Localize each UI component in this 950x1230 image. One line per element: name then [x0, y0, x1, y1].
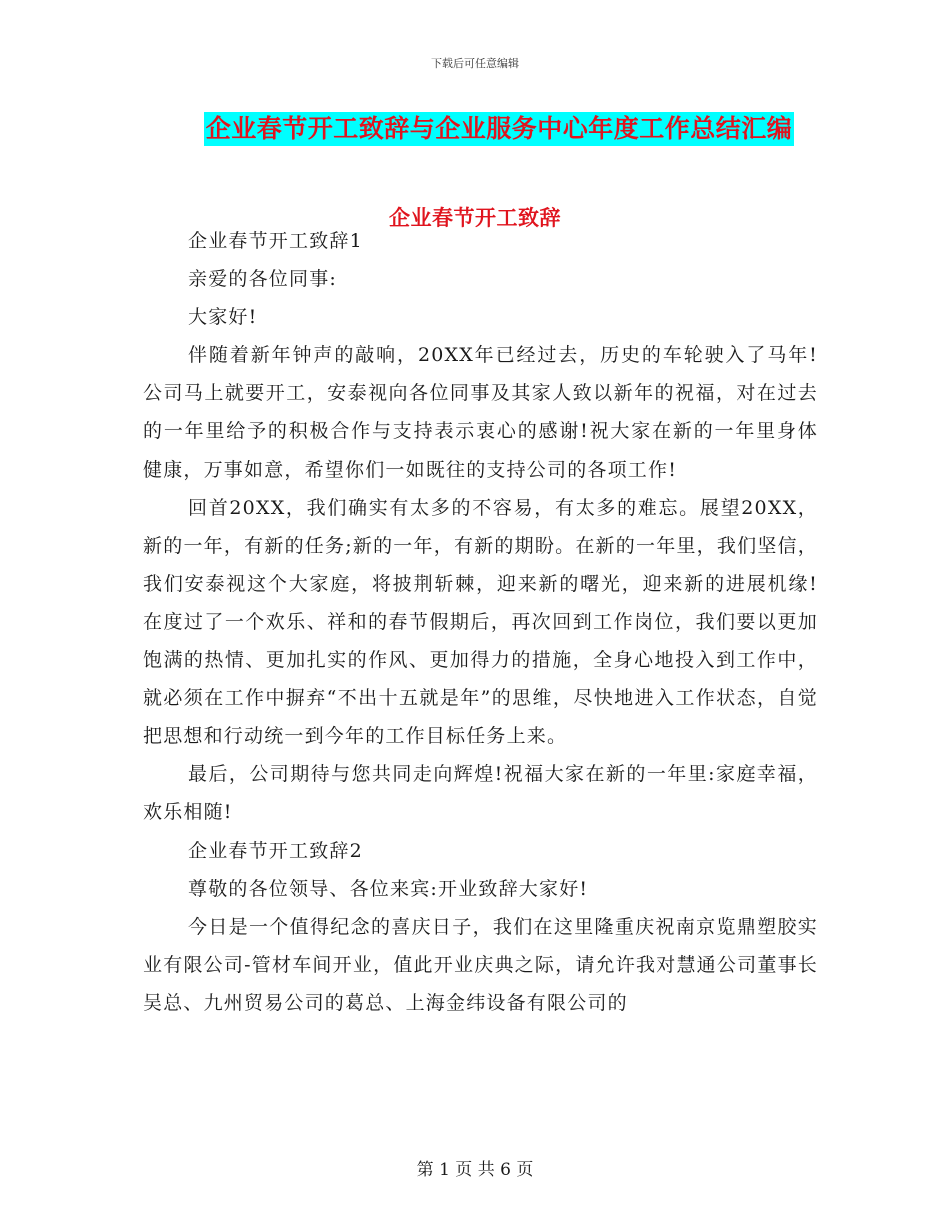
paragraph: 企业春节开工致辞1 — [188, 230, 363, 252]
document-title-wrap — [0, 112, 950, 146]
page-footer: 第 1 页 共 6 页 — [416, 1160, 534, 1180]
paragraph: 尊敬的各位领导、各位来宾:开业致辞大家好! — [188, 877, 589, 900]
paragraph: 企业春节开工致辞2 — [188, 839, 363, 862]
section-title: 企业春节开工致辞 — [389, 205, 561, 230]
paragraph: 回首20XX，我们确实有太多的不容易，有太多的难忘。展望20XX，新的一年，有新的任务;新的一年，有新的期盼。在新的一年里，我们坚信，我们安泰视这个大家庭，将披荆斩棘，迎来新的曙光，迎来新的进展机缘!在度过了一个欢乐、祥和的春节假期后，再次回到工作岗位，我们要以更加饱满的热情、更加扎实的作风、更加得力的措施，全身心地投入到工作中，就必须在工作中摒弃“不出十五就是年”的思维，尽快地进入工作状态，自觉把思想和行动统一到今年的工作目标任务上来。 — [143, 496, 818, 748]
paragraph: 大家好! — [188, 306, 258, 329]
paragraph: 伴随着新年钟声的敲响，20XX年已经过去，历史的车轮驶入了马年!公司马上就要开工，安泰视向各位同事及其家人致以新年的祝福，对在过去的一年里给予的积极合作与支持表示衷心的感谢!祝大家在新的一年里身体健康，万事如意，希望你们一如既往的支持公司的各项工作! — [143, 344, 818, 481]
body-text — [143, 222, 818, 1022]
paragraph: 最后，公司期待与您共同走向辉煌!祝福大家在新的一年里:家庭幸福，欢乐相随! — [143, 763, 818, 824]
paragraph: 亲爱的各位同事: — [188, 268, 338, 291]
document-title: 企业春节开工致辞与企业服务中心年度工作总结汇编 — [204, 112, 795, 146]
paragraph: 今日是一个值得纪念的喜庆日子，我们在这里隆重庆祝南京览鼎塑胶实业有限公司-管材车间开业，值此开业庆典之际，请允许我对慧通公司董事长吴总、九州贸易公司的葛总、上海金纬设备有限公司的 — [143, 915, 818, 1014]
header-note: 下载后可任意编辑 — [431, 57, 519, 70]
